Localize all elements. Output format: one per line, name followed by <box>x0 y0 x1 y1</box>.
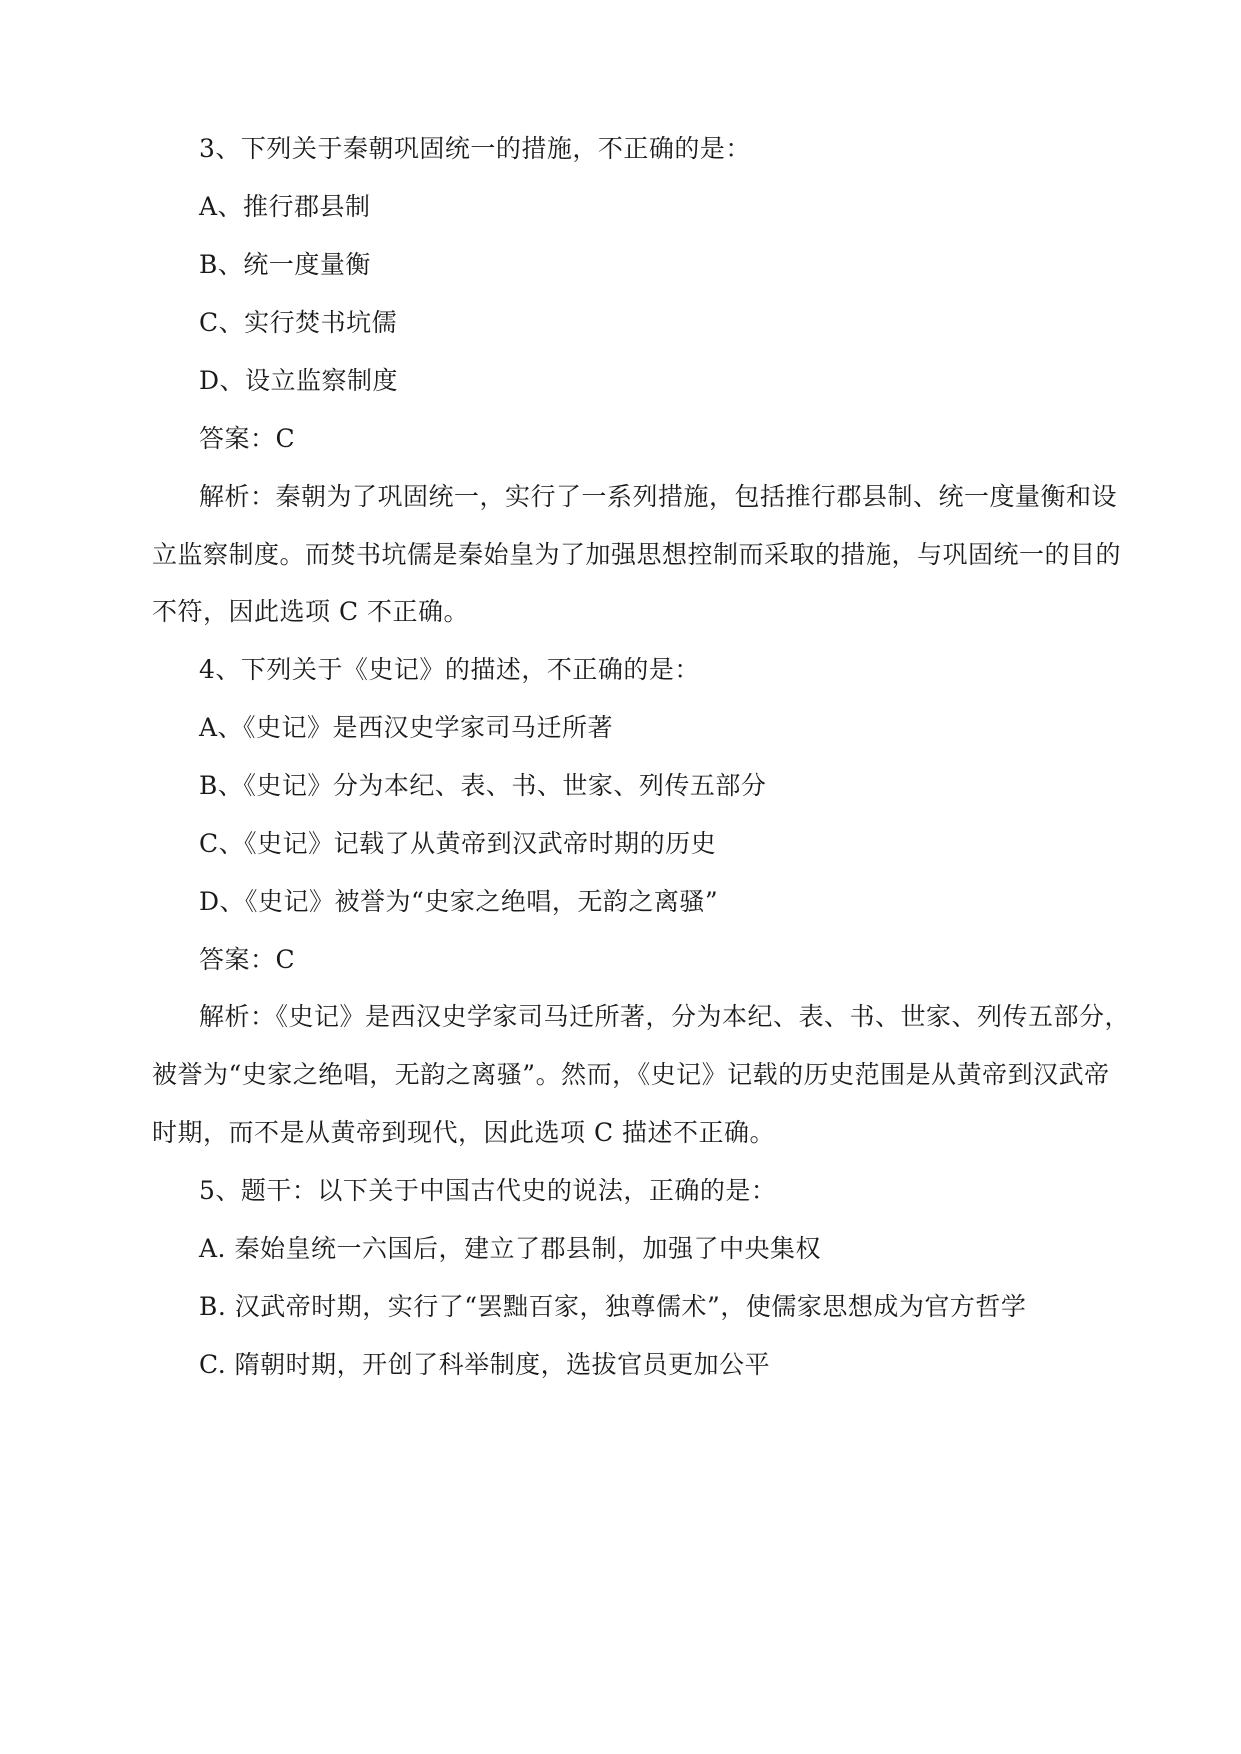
q5-option-b: B. 汉武帝时期，实行了“罢黜百家，独尊儒术”，使儒家思想成为官方哲学 <box>199 1292 1027 1321</box>
q3-option-c: C、实行焚书坑儒 <box>199 308 398 337</box>
q4-option-a: A、《史记》是西汉史学家司马迁所著 <box>199 713 614 742</box>
q4-option-c: C、《史记》记载了从黄帝到汉武帝时期的历史 <box>199 829 717 858</box>
q5-stem: 5、题干：以下关于中国古代史的说法，正确的是： <box>199 1176 777 1205</box>
q3-analysis-line-1: 解析：秦朝为了巩固统一，实行了一系列措施，包括推行郡县制、统一度量衡和设 <box>199 482 1118 511</box>
q3-analysis-line-2: 立监察制度。而焚书坑儒是秦始皇为了加强思想控制而采取的措施，与巩固统一的目的 <box>152 540 1122 569</box>
q4-stem: 4、下列关于《史记》的描述，不正确的是： <box>199 655 700 684</box>
q4-option-d: D、《史记》被誉为“史家之绝唱，无韵之离骚” <box>199 887 719 916</box>
q3-option-d: D、设立监察制度 <box>199 366 399 395</box>
q3-option-b: B、统一度量衡 <box>199 250 371 279</box>
q3-option-a: A、推行郡县制 <box>199 192 371 221</box>
q5-option-c: C. 隋朝时期，开创了科举制度，选拔官员更加公平 <box>199 1350 771 1379</box>
q4-option-b: B、《史记》分为本纪、表、书、世家、列传五部分 <box>199 771 767 800</box>
q4-analysis-line-3: 时期，而不是从黄帝到现代，因此选项 C 描述不正确。 <box>152 1118 776 1147</box>
q3-analysis-line-3: 不符，因此选项 C 不正确。 <box>152 597 470 626</box>
q3-answer: 答案：C <box>199 424 296 453</box>
q4-answer: 答案：C <box>199 945 296 974</box>
q4-analysis-line-2: 被誉为“史家之绝唱，无韵之离骚”。然而，《史记》记载的历史范围是从黄帝到汉武帝 <box>152 1060 1110 1089</box>
q5-option-a: A. 秦始皇统一六国后，建立了郡县制，加强了中央集权 <box>199 1234 821 1263</box>
q3-stem: 3、下列关于秦朝巩固统一的措施，不正确的是： <box>199 134 751 163</box>
q4-analysis-line-1: 解析：《史记》是西汉史学家司马迁所著，分为本纪、表、书、世家、列传五部分， <box>199 1002 1131 1031</box>
